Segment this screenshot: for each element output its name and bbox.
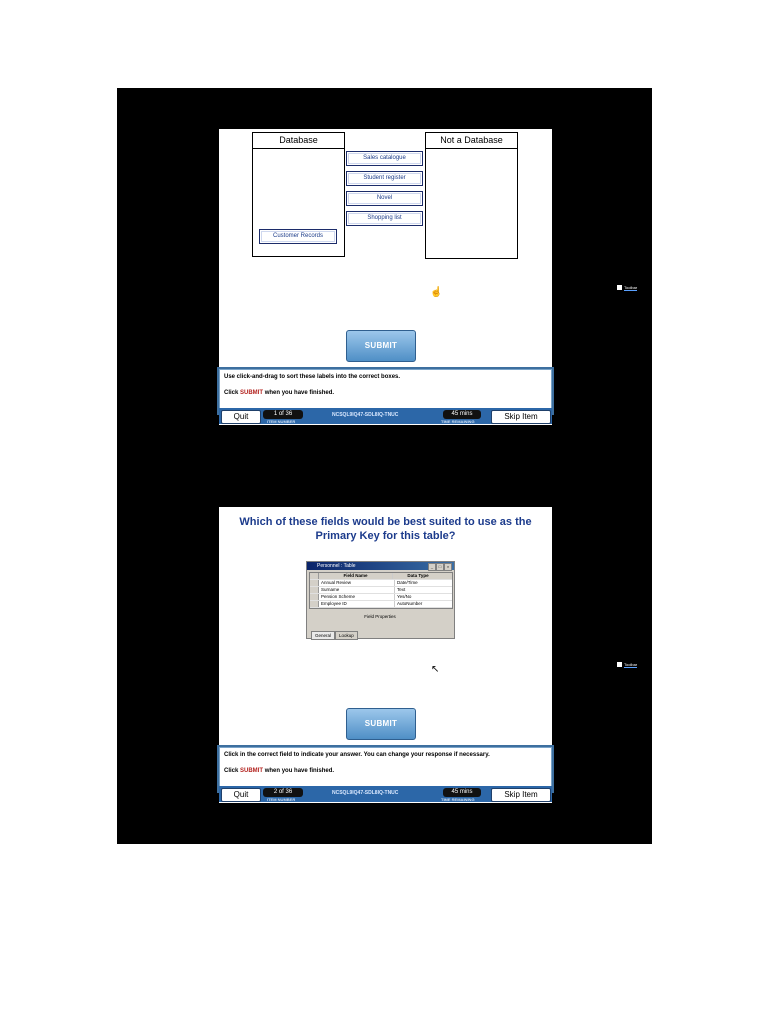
skip-item-button[interactable]: Skip Item xyxy=(491,788,551,802)
field-grid xyxy=(309,572,453,609)
screenshot-primary-key-question xyxy=(219,507,552,803)
field-name-cell: Employee ID xyxy=(319,601,395,607)
instruction-submit-word: SUBMIT xyxy=(240,768,264,774)
time-remaining-caption: TIME REMAINING xyxy=(441,797,475,802)
minimize-icon[interactable]: _ xyxy=(428,563,436,571)
exam-code: NCSQL9IQ47-SDL8IQ-TNUC xyxy=(332,412,399,418)
quit-button[interactable]: Quit xyxy=(221,410,261,424)
field-row-surname[interactable] xyxy=(310,587,452,594)
properties-tabs xyxy=(311,624,358,638)
window-title-bar xyxy=(307,562,454,570)
screenshot-drag-and-drop-question xyxy=(219,129,552,425)
item-number-caption: ITEM NUMBER xyxy=(267,797,296,802)
toolbar-box-icon xyxy=(617,662,622,667)
column-field-name: Field Name xyxy=(319,573,393,579)
instruction-panel xyxy=(219,747,552,791)
field-name-cell: Surname xyxy=(319,587,395,593)
database-box-title: Database xyxy=(253,133,344,149)
tab-general[interactable]: General xyxy=(311,631,335,640)
field-name-cell: Annual Review xyxy=(319,580,395,586)
toolbar-link[interactable]: Toolbar xyxy=(624,285,638,290)
field-properties-label: Field Properties xyxy=(364,614,396,619)
instruction-text: Use click-and-drag to sort these labels into the correct boxes. xyxy=(224,374,401,380)
maximize-icon[interactable]: □ xyxy=(436,563,444,571)
item-number-caption: ITEM NUMBER xyxy=(267,419,296,424)
access-table-window xyxy=(306,561,455,639)
toolbar-link[interactable]: Toolbar xyxy=(624,662,638,667)
field-row-employee-id[interactable] xyxy=(310,601,452,608)
instruction-finish-rest: when you have finished. xyxy=(264,768,335,774)
arrow-cursor-icon: ↖ xyxy=(431,664,440,675)
quit-button[interactable]: Quit xyxy=(221,788,261,802)
label-novel[interactable]: Novel xyxy=(346,191,423,206)
data-type-cell: Date/Time xyxy=(397,580,418,585)
data-type-cell: AutoNumber xyxy=(397,601,423,606)
label-shopping-list[interactable]: Shopping list xyxy=(346,211,423,226)
hand-cursor-icon: ☝ xyxy=(430,287,443,298)
bottom-navigation-bar xyxy=(219,786,552,802)
column-data-type: Data Type xyxy=(407,573,429,578)
exam-code: NCSQL9IQ47-SDL8IQ-TNUC xyxy=(332,790,399,796)
item-counter: 2 of 36 xyxy=(263,788,303,797)
bottom-navigation-bar xyxy=(219,408,552,424)
not-database-box-title: Not a Database xyxy=(426,133,517,149)
side-toolbar-widget[interactable] xyxy=(617,284,645,291)
question-title: Which of these fields would be best suited to use as the Primary Key for this table? xyxy=(239,516,532,542)
skip-item-button[interactable]: Skip Item xyxy=(491,410,551,424)
field-row-pension-scheme[interactable] xyxy=(310,594,452,601)
field-row-annual-review[interactable] xyxy=(310,580,452,587)
label-customer-records[interactable]: Customer Records xyxy=(259,229,337,244)
grid-header xyxy=(310,573,452,580)
instruction-finish-text xyxy=(224,768,334,774)
instruction-finish-rest: when you have finished. xyxy=(264,390,335,396)
time-remaining: 45 mins xyxy=(443,410,481,419)
submit-button[interactable]: SUBMIT xyxy=(346,708,416,740)
instruction-submit-word: SUBMIT xyxy=(240,390,264,396)
toolbar-box-icon xyxy=(617,285,622,290)
item-counter: 1 of 36 xyxy=(263,410,303,419)
data-type-cell: Text xyxy=(397,587,406,592)
label-sales-catalogue[interactable]: Sales catalogue xyxy=(346,151,423,166)
not-database-drop-box[interactable] xyxy=(425,132,518,259)
close-icon[interactable]: × xyxy=(444,563,452,571)
instruction-panel xyxy=(219,369,552,413)
window-title: Personnel : Table xyxy=(317,563,356,569)
label-student-register[interactable]: Student register xyxy=(346,171,423,186)
time-remaining: 45 mins xyxy=(443,788,481,797)
instruction-click-word: Click xyxy=(224,768,239,774)
tab-lookup[interactable]: Lookup xyxy=(335,631,358,640)
instruction-click-word: Click xyxy=(224,390,239,396)
time-remaining-caption: TIME REMAINING xyxy=(441,419,475,424)
instruction-text: Click in the correct field to indicate your answer. You can change your response if necessary. xyxy=(224,752,490,758)
side-toolbar-widget[interactable] xyxy=(617,661,645,668)
instruction-finish-text xyxy=(224,390,334,396)
field-name-cell: Pension Scheme xyxy=(319,594,395,600)
data-type-cell: Yes/No xyxy=(397,594,412,599)
submit-button[interactable]: SUBMIT xyxy=(346,330,416,362)
